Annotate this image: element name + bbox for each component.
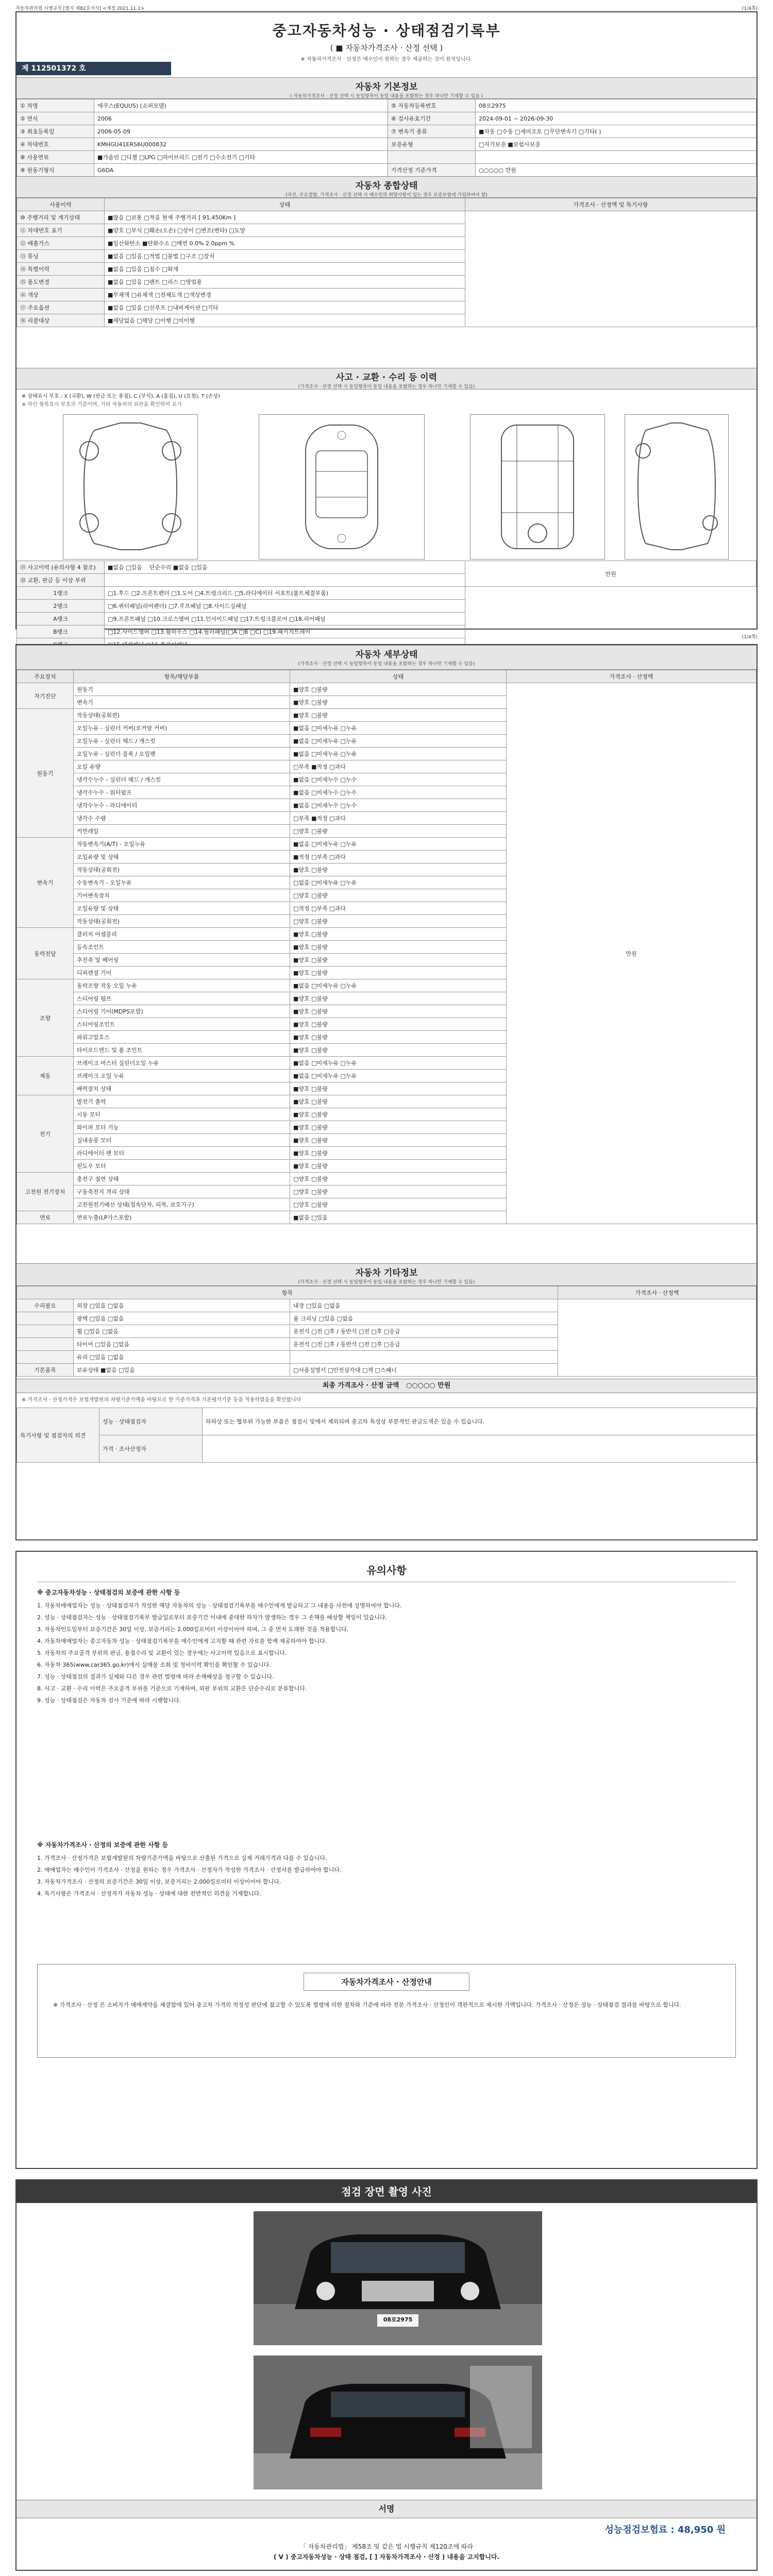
etc-row-value-b[interactable]: 내장 □있음 □없음 [290,1299,558,1312]
basic-label [388,151,476,164]
car-side-diagram-right [625,414,729,560]
detail-item-status[interactable]: □양호 □불량 [290,825,507,838]
etc-row-value-b[interactable] [290,1351,558,1364]
etc-row-value-b[interactable]: 운전석 □전 □후 / 동반석 □전 □후 □응급 [290,1338,558,1351]
basic-value: 08로2975 [476,99,757,112]
etc-row-value-a[interactable]: 유리 □있음 □없음 [74,1351,290,1364]
page-1-footer [15,632,758,640]
detail-item-status[interactable]: ■없음 □미세누유 □누유 [290,979,507,992]
parts-rank-row [17,600,757,613]
basic-value: 에쿠스(EQUUS) (쇼퍼모델) [94,99,388,112]
sheet-page-4 [15,2179,758,2571]
parts-rank-label: A랭크 [17,613,105,625]
detail-item-label: 냉각수누수 - 라디에이터 [74,799,290,812]
detail-item-status[interactable]: ■양호 □불량 [290,1005,507,1018]
detail-item-status[interactable]: ■양호 □불량 [290,1018,507,1031]
signature-bar [16,2500,757,2518]
notice-item: 8. 사고 · 교환 · 수리 이력은 주요골격 부위를 기준으로 기재하며, 외판 부위의 교환은 단순수리로 분류합니다. [37,1685,307,1692]
general-status-value[interactable]: ■없음 □있음 □침수 □화재 [105,263,465,276]
detail-item-label: 스티어링 펌프 [74,992,290,1005]
detail-item-label: 타이로드엔드 및 볼 조인트 [74,1044,290,1057]
accident-price: 만원 [465,561,757,587]
detail-item-label: 오일누유 - 실린더 헤드 / 개스킷 [74,735,290,748]
detail-item-label: 오일유량 및 상태 [74,902,290,915]
basic-value: ■가솔린 □디젤 □LPG □하이브리드 □전기 □수소전기 □기타 [94,151,388,164]
accident-legend: ※ 상태표시 부호 : X (교환), W (판금 또는 용접), C (부식), A (흠집), U (요철), T (손상) [22,394,221,399]
general-head-status: 상태 [105,198,465,211]
general-head-price: 가격조사 · 산정액 및 특기사항 [465,198,757,211]
car-front-photo-icon [254,2211,542,2345]
detail-item-status[interactable]: ■양호 □불량 [290,709,507,722]
detail-item-status[interactable]: ■양호 □불량 [290,1082,507,1095]
detail-item-label: 브레이크 오일 누유 [74,1070,290,1082]
plate-front: 08로2975 [383,2316,413,2323]
parts-rank-label: 1랭크 [17,587,105,600]
basic-value: 2006-05-09 [94,125,388,138]
etc-row-value-a[interactable]: 타이어 □있음 □없음 [74,1338,290,1351]
general-status-header [16,176,757,198]
sheet-page-1 [15,11,758,635]
detail-item-label: 냉각수누수 - 실린더 헤드 / 개스킷 [74,773,290,786]
detail-table [16,670,757,1224]
detail-group-label: 자기진단 [17,683,74,709]
detail-item-status[interactable]: □부족 ■적정 □과다 [290,760,507,773]
parts-spacer [105,574,465,587]
form-subtitle: ( ■ 자동차가격조사 · 산정 선택 ) [330,43,443,53]
basic-info-row [17,151,757,164]
general-status-value[interactable]: ■일산화탄소 ■탄화수소 □매연 0.0% 2.0ppm % [105,237,465,250]
detail-group-label: 연료 [17,1211,74,1224]
detail-item-label: 고전원전기배선 상태(접속단자, 피복, 보호기구) [74,1198,290,1211]
detail-item-status[interactable]: ■없음 □미세누수 □누수 [290,773,507,786]
notice-item: 2. 성능 · 상태점검자는 성능 · 상태점검기록부 발급일로부터 보증기간 이내에 중대한 하자가 발생하는 경우 그 손해를 배상할 책임이 있습니다. [37,1614,387,1621]
general-status-label: ⑮ 용도변경 [17,276,105,289]
notice-item: 3. 자동차가격조사 · 산정의 보증기간은 30일 이상, 보증거리는 2,000킬로미터 이상이어야 합니다. [37,1878,281,1885]
general-status-label: ⑯ 색상 [17,289,105,301]
detail-item-label: 등속조인트 [74,941,290,954]
basic-label: 보증유형 [388,138,476,151]
general-status-label: ⑪ 차대번호 표기 [17,224,105,237]
sheet-page-3 [15,1551,758,2169]
detail-item-label: 자동변속기(A/T) - 오일누유 [74,838,290,851]
detail-head-status: 상태 [290,670,507,683]
detail-item-status[interactable]: ■양호 □불량 [290,1031,507,1044]
general-status-value[interactable]: ■해당없음 □해당 □이행 □미이행 [105,314,465,327]
detail-item-label: 커먼레일 [74,825,290,838]
detail-item-label: 원동기 [74,683,290,696]
detail-item-label: 작동상태(공회전) [74,709,290,722]
appraisal-guide-box [37,1964,736,2058]
accident-header [16,368,757,389]
car-frame-diagram [470,414,605,560]
detail-item-label: 오일누유 - 실린더 블록 / 오일팬 [74,748,290,760]
detail-item-label: 기어변속장치 [74,889,290,902]
general-status-label: ⑭ 특별이력 [17,263,105,276]
detail-item-label: 연료누출(LP가스포함) [74,1211,290,1224]
detail-header [16,645,757,670]
detail-item-status[interactable]: ■양호 □불량 [290,696,507,709]
detail-item-status[interactable]: □부족 ■적정 □과다 [290,812,507,825]
detail-item-status[interactable]: ■없음 □미세누유 □누유 [290,838,507,851]
detail-group-label: 변속기 [17,838,74,928]
detail-item-label: 브레이크 마스터 실린더오일 누유 [74,1057,290,1070]
detail-group-label: 동력전달 [17,928,74,979]
general-status-value[interactable]: ■없음 □있음 □렌트 □리스 □영업용 [105,276,465,289]
inspection-photo-rear [254,2355,542,2489]
notice-item: 7. 성능 · 상태점검의 결과가 실제와 다른 경우 관련 법령에 따라 손해배상을 청구할 수 있습니다. [37,1673,274,1680]
final-price-title: 최종 가격조사 · 산정 금액 [322,1382,399,1389]
basic-info-row [17,125,757,138]
basic-label: ③ 최초등록일 [17,125,94,138]
final-price-bar [16,1379,757,1393]
detail-item-label: 냉각수누수 - 워터펌프 [74,786,290,799]
detail-title: 자동차 세부상태 [355,650,418,660]
basic-value: 2006 [94,112,388,125]
detail-item-label: 변속기 [74,696,290,709]
notice-heading-2: ※ 자동차가격조사 · 산정의 보증에 관한 사항 등 [37,1841,169,1849]
notice-item: 2. 매매업자는 매수인이 가격조사 · 산정을 원하는 경우 가격조사 · 산정자가 작성한 가격조사 · 산정서를 발급하여야 합니다. [37,1867,342,1873]
etc-row-label: 수리필요 [17,1299,74,1312]
general-status-label: ⑬ 튜닝 [17,250,105,263]
general-status-row [17,211,757,224]
signature-label: 서명 [378,2504,395,2514]
detail-head-device: 주요장치 [17,670,74,683]
sheet-page-2 [15,644,758,1540]
detail-group-label: 원동기 [17,709,74,838]
etc-row-value-a[interactable]: 광택 □있음 □없음 [74,1312,290,1325]
detail-item-label: 오일누유 - 실린더 커버(로커암 커버) [74,722,290,735]
page-number: (1/4쪽) [742,6,758,11]
detail-head-item: 항목/해당부품 [74,670,290,683]
detail-item-label: 오일 유량 [74,760,290,773]
form-reference: 자동차관리법 시행규칙 [별지 제82호서식] <개정 2021.11.1> [15,6,145,11]
parts-rank-items[interactable]: □6.쿼터패널(리어펜더) □7.루프패널 □8.사이드실패널 [105,600,465,613]
detail-item-status[interactable]: □양호 □불량 [290,1185,507,1198]
detail-group-label: 제동 [17,1057,74,1095]
final-price-note: ※ 가격조사 · 산정가격은 보험개발원의 차량기준가액을 바탕으로 한 기준가격과 기본평가기준 등을 적용하였음을 확인합니다 [22,1397,301,1403]
notice-item: 3. 자동차인도일부터 보증기간은 30일 이상, 보증거리는 2,000킬로미터 이상이어야 하며, 그 중 먼저 도래한 것을 적용합니다. [37,1626,349,1633]
detail-item-label: 스티어링 기어(MDPS포함) [74,1005,290,1018]
general-status-label: ⑰ 주요옵션 [17,301,105,314]
general-status-label: ⑱ 리콜대상 [17,314,105,327]
etc-subtitle: (가격조사 · 산정 선택 시 동일항목이 동일 내용을 포함하는 경우 하나만 기재할 수 있음) [298,1280,475,1285]
detail-item-status[interactable]: ■양호 □불량 [290,941,507,954]
detail-item-status[interactable]: □양호 □불량 [290,1198,507,1211]
detail-item-status[interactable]: ■양호 □불량 [290,863,507,876]
notice-item: 6. 자동차 365(www.car365.go.kr)에서 실매물 조회 및 정비이력 확인을 확인할 수 있습니다. [37,1662,271,1668]
detail-item-label: 수동변속기 - 오일누유 [74,876,290,889]
etc-row-label [17,1325,74,1338]
detail-item-label: 배력장치 상태 [74,1082,290,1095]
basic-info-row [17,138,757,151]
general-status-label: ⑫ 배출가스 [17,237,105,250]
detail-price: 만원 [507,683,757,1224]
car-frame-icon [470,415,603,558]
detail-item-label: 충전구 절연 상태 [74,1173,290,1185]
detail-item-status[interactable]: ■양호 □불량 [290,1108,507,1121]
remark-appraiser-text [203,1435,757,1463]
detail-item-label: 발전기 출력 [74,1095,290,1108]
basic-label: ① 차명 [17,99,94,112]
basic-value: □자가보증 ■보험사보증 [476,138,757,151]
detail-item-label: 실내송풍 모터 [74,1134,290,1147]
detail-item-label: 구동축전지 격리 상태 [74,1185,290,1198]
parts-rank-items[interactable]: □1.후드 □2.프론트펜더 □3.도어 □4.트렁크리드 □5.라디에이터 서포트(볼트체결부품) [105,587,465,600]
detail-item-label: 작동상태(공회전) [74,915,290,928]
detail-item-status[interactable]: ■양호 □불량 [290,954,507,967]
detail-item-label: 와이퍼 모터 기능 [74,1121,290,1134]
accident-title: 사고 · 교환 · 수리 등 이력 [335,372,438,383]
notice-list-2 [37,1854,736,1901]
general-head-usage: 사용이력 [17,198,105,211]
general-status-value[interactable]: ■무채색 □유채색 □전체도색 □색상변경 [105,289,465,301]
appraisal-guide-text: ※ 가격조사 · 산정 은 소비자가 매매계약을 체결함에 있어 중고차 가격의 적정성 판단에 참고할 수 있도록 법령에 의한 절차와 기준에 따라 전문 가격조사 · 산정인이 객관적으로 제시한 가액입니다. 가격조사 · 산정은 성능 · 상태점검 결과를 바탕으로 합니다. [53,2002,681,2008]
basic-label: ⑤ 자동차등록번호 [388,99,476,112]
notice-item: 9. 성능 · 상태점검은 자동차 검사 기준에 따라 시행합니다. [37,1697,181,1704]
basic-label: ② 연식 [17,112,94,125]
basic-label: ⑨ 원동기형식 [17,164,94,177]
etc-row-value-a[interactable]: 외장 □있음 □없음 [74,1299,290,1312]
car-side-diagram-left [63,414,198,560]
etc-title: 자동차 기타정보 [355,1268,418,1278]
detail-item-status[interactable]: ■없음 □미세누유 □누유 [290,735,507,748]
detail-row [17,683,757,696]
etc-price [558,1299,757,1377]
document-number: 제 112501372 호 [16,62,171,75]
detail-item-status[interactable]: □적정 □부족 □과다 [290,902,507,915]
basic-value: KMHGU41ERS6U000832 [94,138,388,151]
detail-item-label: 냉각수 수량 [74,812,290,825]
detail-group-label: 전기 [17,1095,74,1173]
parts-rank-items[interactable]: □12.사이드멤버 □13.휠하우스 □14.필러패널(□A □B □C) □19.패키지트레이 [105,625,465,638]
detail-item-status[interactable]: □양호 □불량 [290,1173,507,1185]
basic-info-subtitle: ( 자동차가격조사 · 산정 선택 시 동일항목이 동일 내용을 포함하는 경우 하나만 기재할 수 있음 ) [290,94,483,99]
basic-label: ④ 차대번호 [17,138,94,151]
detail-item-status[interactable]: □양호 □불량 [290,889,507,902]
detail-item-status[interactable]: ■양호 □불량 [290,992,507,1005]
detail-item-status[interactable]: ■양호 □불량 [290,967,507,979]
general-status-label: ⑩ 주행거리 및 계기상태 [17,211,105,224]
etc-table [16,1286,757,1377]
remark-label: 특기사항 및 점검자의 의견 [17,1408,99,1463]
detail-item-label: 시동 모터 [74,1108,290,1121]
etc-row-label [17,1312,74,1325]
basic-value: G6DA [94,164,388,177]
detail-group-label: 조향 [17,979,74,1057]
parts-rank-row [17,587,757,600]
detail-item-label: 스티어링조인트 [74,1018,290,1031]
car-side-left-icon [63,415,196,558]
detail-group-label: 고전원 전기장치 [17,1173,74,1211]
detail-subtitle: (가격조사 · 산정 선택 시 동일항목이 동일 내용을 포함하는 경우 하나만 기재할 수 있음) [298,662,475,667]
basic-label: 가격산정 기준가격 [388,164,476,177]
basic-value: ■자동 □수동 □세미오토 □무단변속기 □기타( ) [476,125,757,138]
basic-info-table [16,99,757,177]
etc-head-price: 가격조사 · 산정액 [558,1286,757,1299]
parts-rank-row [17,613,757,625]
etc-header [16,1263,757,1286]
basic-label: ⑧ 사용연료 [17,151,94,164]
etc-row-label [17,1338,74,1351]
basic-value: ○○○○○ 만원 [476,164,757,177]
detail-item-status[interactable]: □없음 □미세누유 □누유 [290,876,507,889]
inspection-photo-front [254,2211,542,2345]
detail-item-status[interactable]: ■없음 □있음 [290,1211,507,1224]
basic-info-title: 자동차 기본정보 [355,82,418,92]
form-title: 중고자동차성능 · 상태점검기록부 [272,22,501,39]
notice-heading-1: ※ 중고자동차성능 · 상태점검의 보증에 관한 사항 등 [37,1589,180,1596]
simple-repair-check[interactable]: 단순수리 ■없음 □있음 [149,564,208,571]
detail-item-status[interactable]: ■양호 □불량 [290,1160,507,1173]
remark-table [16,1408,757,1463]
basic-info-header [16,77,757,99]
etc-row-value-b[interactable]: 룸 크리닝 □있음 □없음 [290,1312,558,1325]
final-price-value: ○○○○○ 만원 [406,1382,451,1389]
car-top-icon [259,415,423,558]
detail-item-status[interactable]: ■양호 □불량 [290,1095,507,1108]
appraisal-guide-title: 자동차가격조사 · 산정안내 [304,1973,469,1991]
etc-row-value-a[interactable]: 휠 □있음 □없음 [74,1325,290,1338]
detail-item-status[interactable]: ■양호 □불량 [290,1147,507,1160]
etc-row-value-a[interactable]: 보유상태 ■없음 □있음 [74,1364,290,1377]
general-status-table [16,198,757,327]
basic-value: 2024-09-01 ~ 2026-09-30 [476,112,757,125]
etc-row-value-b[interactable]: 운전석 □전 □후 / 동반석 □전 □후 □응급 [290,1325,558,1338]
general-status-value[interactable]: ■양호 □부식 □훼손(오손) □상이 □변조(변타) □도말 [105,224,465,237]
detail-item-label: 오일유량 및 상태 [74,851,290,863]
general-status-value[interactable]: ■많음 □보통 □적음 현재 주행거리 [ 91,450Km ] [105,211,465,224]
parts-rank-label: B랭크 [17,625,105,638]
basic-label: ⑥ 검사유효기간 [388,112,476,125]
car-rear-photo-icon [254,2355,542,2489]
detail-item-status[interactable]: □양호 □불량 [290,915,507,928]
legal-footer-2: ( Ⅴ ) 중고자동차성능 · 상태 점검, [ ] 자동차가격조사 · 산정 ) 내용을 고지합니다. [273,2553,499,2561]
detail-item-status[interactable]: ■없음 □미세누유 □누유 [290,1057,507,1070]
detail-item-label: 파워고압호스 [74,1031,290,1044]
detail-item-status[interactable]: ■양호 □불량 [290,683,507,696]
detail-item-status[interactable]: ■양호 □불량 [290,1044,507,1057]
notice-title: 유의사항 [366,1564,407,1577]
photo-title: 점검 장면 촬영 사진 [16,2180,757,2203]
general-status-value[interactable]: ■없음 □있음 □선루프 □내비게이션 □기타 [105,301,465,314]
notice-item: 1. 가격조사 · 산정가격은 보험개발원의 차량기준가액을 바탕으로 산출된 가격으로 실제 거래가격과 다를 수 있습니다. [37,1855,327,1861]
detail-item-status[interactable]: ■없음 □미세누수 □누수 [290,786,507,799]
car-side-right-icon [625,415,727,558]
detail-item-label: 디퍼렌셜 기어 [74,967,290,979]
etc-row-value-b[interactable]: □사용설명서 □안전삼각대 □잭 □스패너 [290,1364,558,1377]
accident-subtitle: (가격조사 · 산정 선택 시 동일항목이 동일 내용을 포함하는 경우 하나만 기재할 수 있음) [298,384,475,389]
detail-item-status[interactable]: ■없음 □미세누유 □누유 [290,748,507,760]
remark-inspector-label: 성능 · 상태점검자 [99,1408,203,1435]
accident-history-value [105,561,465,574]
basic-info-row [17,112,757,125]
etc-head-item: 항목 [17,1286,558,1299]
detail-item-status[interactable]: ■없음 □미세누유 □누유 [290,1070,507,1082]
detail-item-status[interactable]: ■없음 □미세누유 □누유 [290,722,507,735]
detail-item-status[interactable]: ■양호 □불량 [290,928,507,941]
detail-head-price: 가격조사 · 산정액 [507,670,757,683]
basic-value [476,151,757,164]
notice-item: 5. 자동차의 주요골격 부위의 판금, 용접수리 및 교환이 있는 경우에는 사고이력 있음으로 표시합니다. [37,1650,287,1656]
detail-item-status[interactable]: ■양호 □불량 [290,1134,507,1147]
detail-item-label: 동력조향 작동 오일 누유 [74,979,290,992]
detail-item-label: 클러치 어셈블리 [74,928,290,941]
notice-item: 4. 특기사항은 가격조사 · 산정자가 자동차 성능 · 상태에 대한 전반적인 의견을 기재합니다. [37,1890,261,1897]
form-note: ※ 자동차가격조사 · 산정은 매수인이 원하는 경우 제공하는 것이 원칙입니다. [300,57,473,62]
basic-info-row [17,99,757,112]
accident-history-label: ⑲ 사고이력 (유의사항 4 참조) [17,561,105,574]
etc-row-label [17,1351,74,1364]
inspection-fee: 성능점검보험료 : 48,950 원 [604,2524,726,2535]
general-status-title: 자동차 종합상태 [355,181,418,191]
etc-row-label: 기본품목 [17,1364,74,1377]
page-1-footer-number: (1/4쪽) [742,635,758,640]
detail-item-status[interactable]: ■양호 □불량 [290,1121,507,1134]
detail-item-status[interactable]: ■적정 □부족 □과다 [290,851,507,863]
basic-info-row [17,164,757,177]
notice-list-1 [37,1601,736,1708]
basic-label: ⑦ 변속기 종류 [388,125,476,138]
detail-item-label: 라디에이터 팬 모터 [74,1147,290,1160]
detail-item-label: 윈도우 모터 [74,1160,290,1173]
detail-item-label: 추진축 및 베어링 [74,954,290,967]
parts-rank-items[interactable]: □9.프론트패널 □10.크로스멤버 □11.인사이드패널 □17.트렁크플로어 □18.리어패널 [105,613,465,625]
etc-row [17,1299,757,1312]
general-status-price [465,211,757,327]
parts-label: ⑳ 교환, 판금 등 이상 부위 [17,574,105,587]
detail-item-label: 작동상태(공회전) [74,863,290,876]
notice-item: 4. 자동차매매업자는 중고자동차 성능 · 상태점검기록부를 매수인에게 고지할 때 관련 자료를 함께 제공하여야 합니다. [37,1638,327,1645]
accident-legend-note: ※ 하단 항목표시 부호의 기준이며, 기타 자동차의 외관을 확인하여 표기 [22,402,182,408]
detail-item-status[interactable]: ■없음 □미세누수 □누수 [290,799,507,812]
parts-rank-label: 2랭크 [17,600,105,613]
remark-appraiser-label: 가격 · 조사산정자 [99,1435,203,1463]
remark-inspector-text: 하하상 또는 협부위 가능한 부품은 점검시 및에서 제외되며 중고차 특성상 부분적인 판금도색은 있을 수 있습니다. [203,1408,757,1435]
legal-footer-1: 「 자동차관리법」 제58조 및 같은 법 시행규칙 제120조에 따라 [299,2543,474,2550]
car-top-diagram [259,414,425,560]
notice-item: 1. 자동차매매업자는 성능 · 상태점검자가 작성한 해당 자동차의 성능 · 상태점검기록부를 매수인에게 발급하고 그 내용을 사전에 설명하여야 합니다. [37,1602,402,1609]
accident-history-check[interactable]: ■없음 □있음 [108,564,142,571]
general-status-subtitle: (국산, 주요결함, 가격조사 · 산정 선택 시 매수인의 희망사항이 있는 경우 보증보험에 가입하여야 함) [285,193,488,198]
page-header [15,3,758,11]
general-status-value[interactable]: ■없음 □있음 □적법 □불법 □구조 □장치 [105,250,465,263]
